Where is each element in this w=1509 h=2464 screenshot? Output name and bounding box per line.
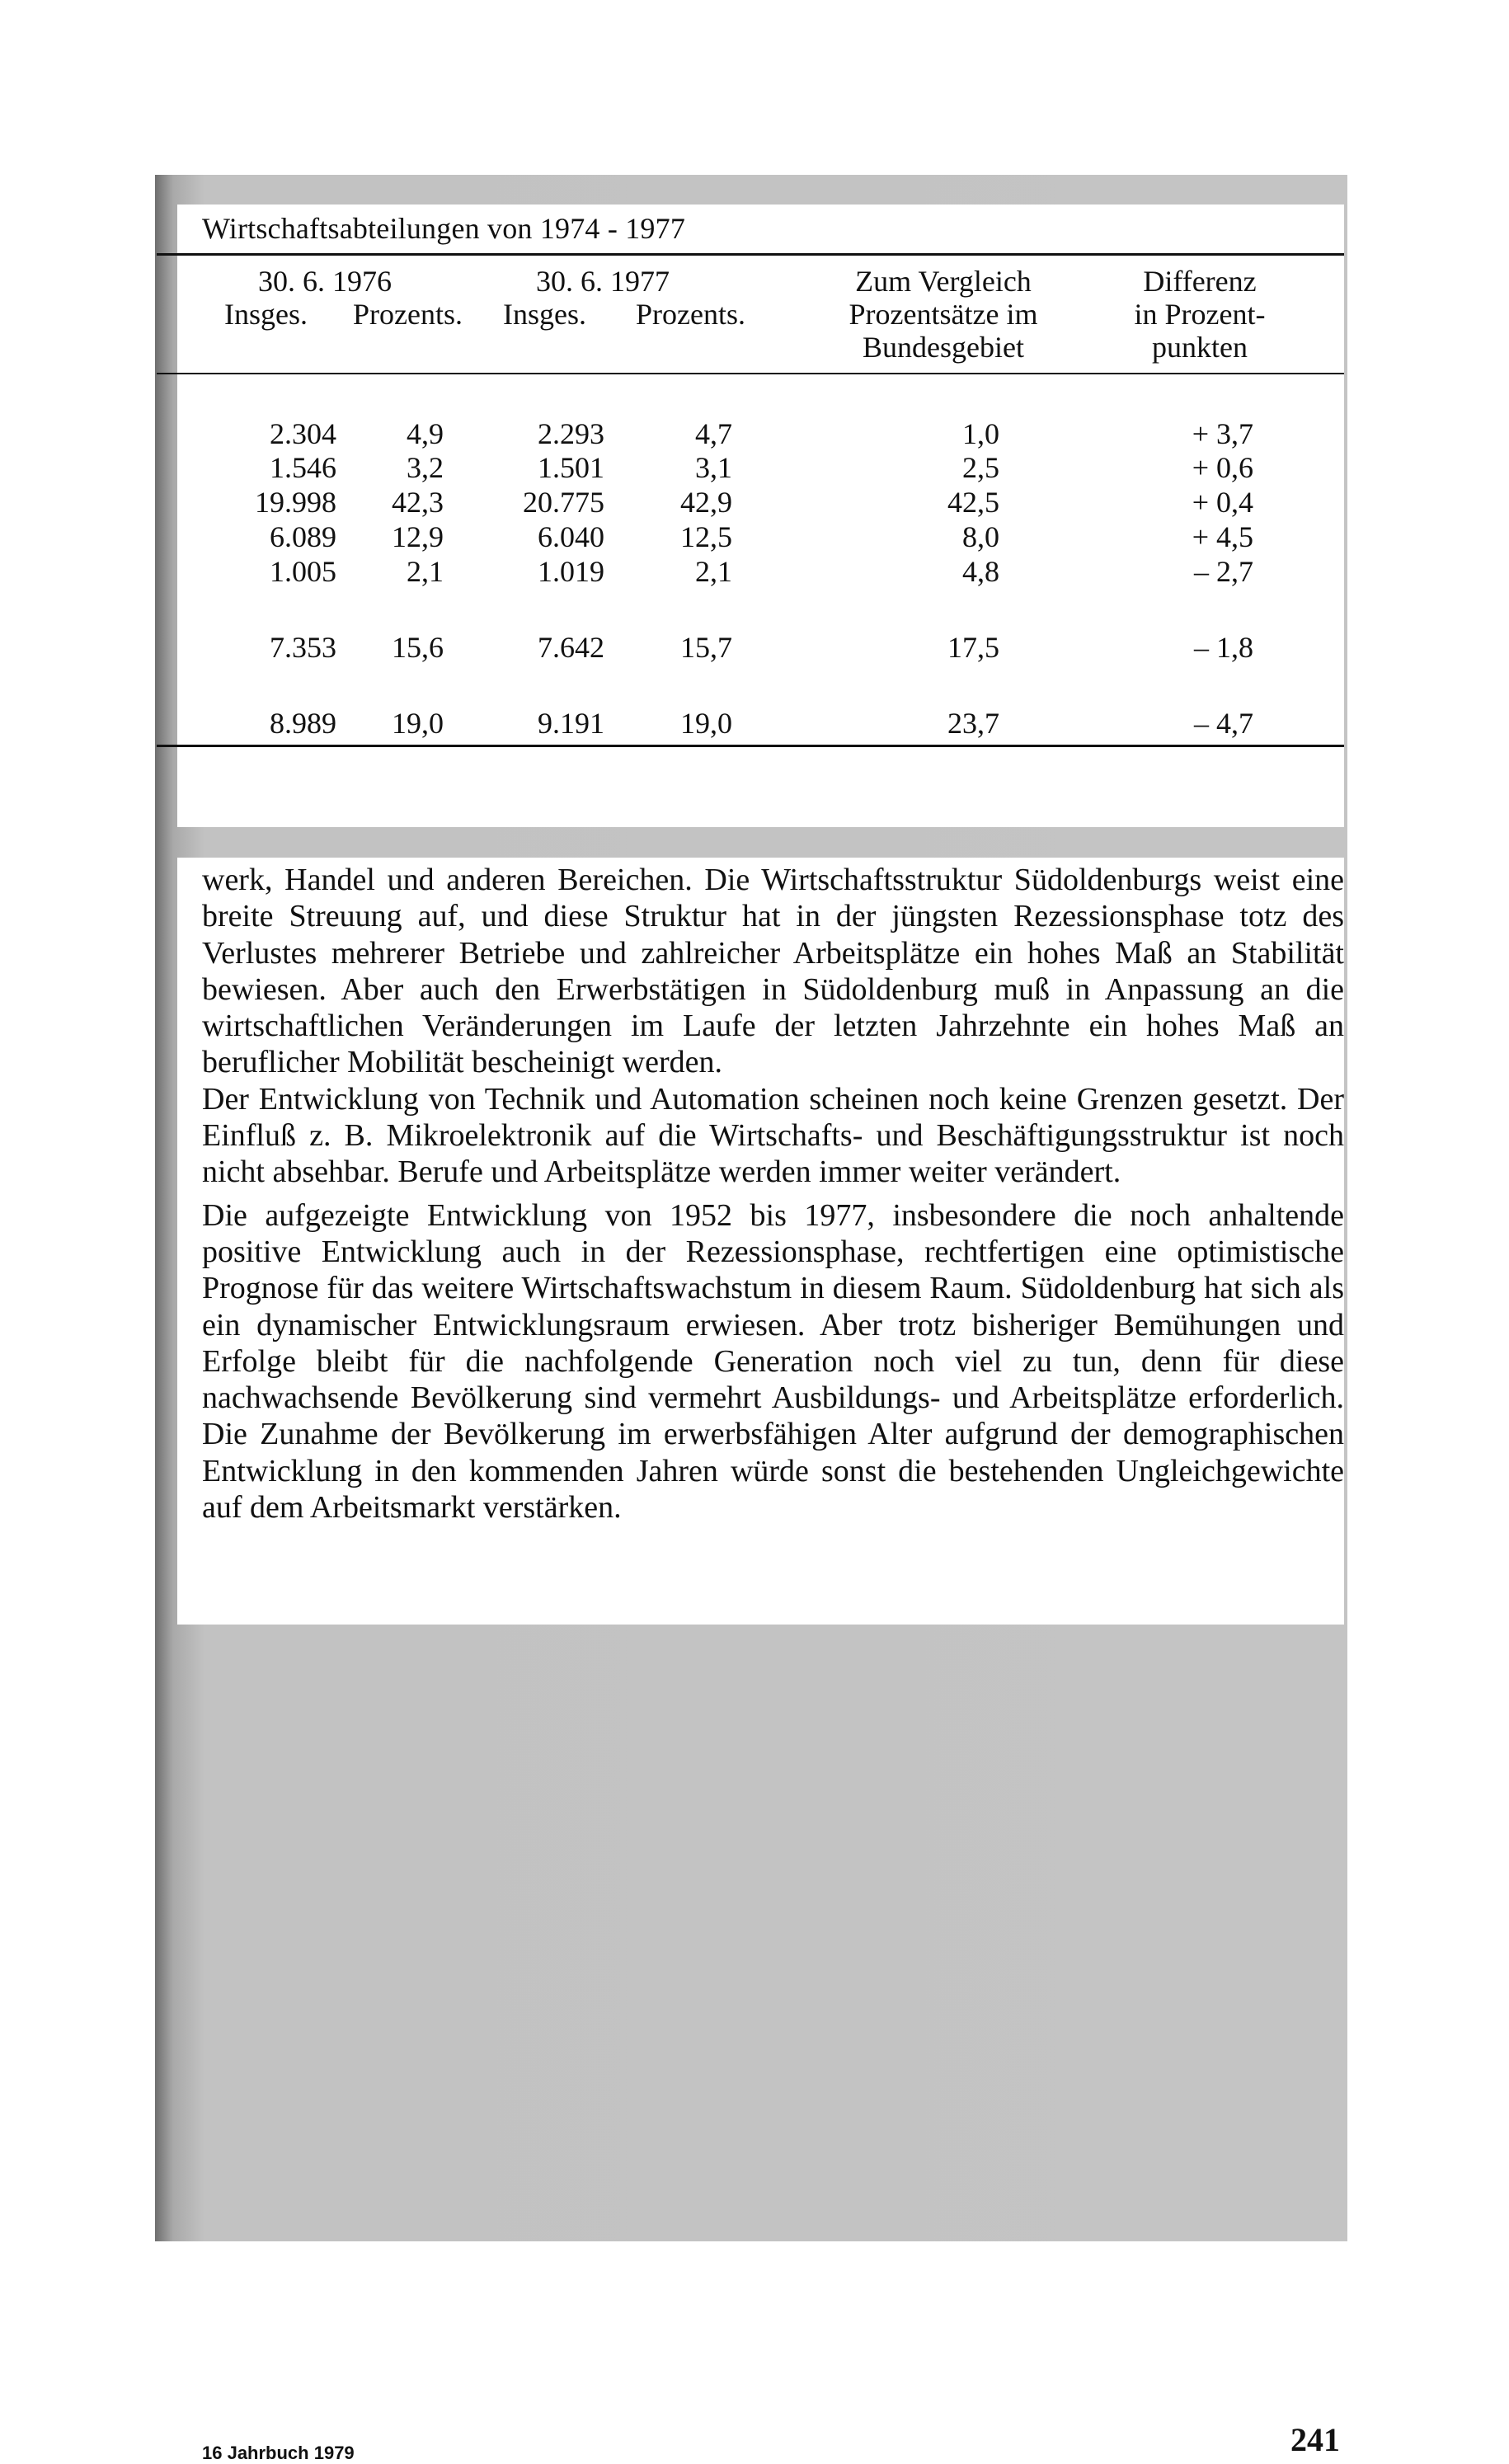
table-cell-insg76: 6.089 <box>270 520 336 553</box>
table-cell-insg77: 7.642 <box>538 631 604 664</box>
page-number: 241 <box>1290 2421 1340 2458</box>
table-cell-bund: 4,8 <box>962 555 999 588</box>
table-cell-insg77: 9.191 <box>538 707 604 740</box>
footer-journal: 16 Jahrbuch 1979 <box>202 2443 355 2463</box>
table-cell-bund: 42,5 <box>947 486 999 519</box>
table-cell-proz77: 3,1 <box>695 451 732 484</box>
header-vergleich-1: Zum Vergleich <box>855 265 1032 298</box>
table-cell-insg76: 8.989 <box>270 707 336 740</box>
table-bottom-rule <box>157 745 1344 747</box>
table-title: Wirtschaftsabteilungen von 1974 - 1977 <box>202 212 686 245</box>
table-header-rule <box>157 373 1344 374</box>
body-text <box>202 862 1344 1526</box>
table-cell-proz76: 19,0 <box>392 707 444 740</box>
table-cell-insg76: 7.353 <box>270 631 336 664</box>
paragraph-1: werk, Handel und anderen Bereichen. Die Wirtschaftsstruktur Südoldenburgs weist eine breite Streuung auf, und diese Struktur hat in der jüngsten Rezessionsphase totz des Verlustes mehrerer Betriebe und zahlreicher Arbeitsplätze ein hohes Maß an Stabilität bewiesen. Aber auch den Erwerbstätigen in Südoldenburg muß in Anpassung an die wirtschaftlichen Veränderungen im Laufe der letzten Jahrzehnte ein hohes Maß an beruflicher Mobilität bescheinigt werden. <box>202 863 1344 1080</box>
table-cell-insg77: 6.040 <box>538 520 604 553</box>
table-cell-insg77: 20.775 <box>523 486 604 519</box>
header-prozents-1976: Prozents. <box>353 298 463 331</box>
table-cell-bund: 2,5 <box>962 451 999 484</box>
table-cell-proz77: 15,7 <box>680 631 732 664</box>
table-cell-proz76: 3,2 <box>407 451 444 484</box>
table-cell-proz76: 2,1 <box>407 555 444 588</box>
table-cell-proz77: 2,1 <box>695 555 732 588</box>
header-vergleich-3: Bundesgebiet <box>863 331 1024 364</box>
table-cell-diff: + 0,4 <box>1192 486 1253 519</box>
table-cell-proz76: 12,9 <box>392 520 444 553</box>
table-cell-proz77: 12,5 <box>680 520 732 553</box>
table-cell-diff: – 2,7 <box>1194 555 1253 588</box>
table-cell-proz76: 4,9 <box>407 417 444 450</box>
header-date-1976: 30. 6. 1976 <box>258 265 392 298</box>
table-cell-insg76: 1.546 <box>270 451 336 484</box>
header-insges-1976: Insges. <box>224 298 308 331</box>
header-date-1977: 30. 6. 1977 <box>536 265 670 298</box>
table-cell-diff: – 1,8 <box>1194 631 1253 664</box>
header-insges-1977: Insges. <box>503 298 586 331</box>
table-cell-diff: + 4,5 <box>1192 520 1253 553</box>
table-cell-insg77: 1.501 <box>538 451 604 484</box>
table-cell-diff: – 4,7 <box>1194 707 1253 740</box>
table-cell-proz76: 42,3 <box>392 486 444 519</box>
table-cell-proz77: 19,0 <box>680 707 732 740</box>
table-cell-diff: + 3,7 <box>1192 417 1253 450</box>
header-differenz-1: Differenz <box>1143 265 1257 298</box>
table-cell-bund: 8,0 <box>962 520 999 553</box>
table-cell-insg77: 1.019 <box>538 555 604 588</box>
table-cell-proz77: 4,7 <box>695 417 732 450</box>
paragraph-2: Der Entwicklung von Technik und Automation scheinen noch keine Grenzen gesetzt. Der Einfluß z. B. Mikroelektronik auf die Wirtschafts- und Beschäftigungsstruktur ist noch nicht absehbar. Berufe und Arbeitsplätze werden immer weiter verändert. <box>202 1081 1344 1190</box>
table-cell-insg76: 2.304 <box>270 417 336 450</box>
paragraph-3: Die aufgezeigte Entwicklung von 1952 bis 1977, insbesondere die noch anhaltende positive Entwicklung auch in der Rezessionsphase, rechtfertigen eine optimistische Prognose für das weitere Wirtschaftswachstum in diesem Raum. Südoldenburg hat sich als ein dynamischer Entwicklungsraum erwiesen. Aber trotz bisheriger Bemühungen und Erfolge bleibt für die nachfolgende Generation noch viel zu tun, denn für diese nachwachsende Bevölkerung sind vermehrt Ausbildungs- und Arbeitsplätze erforderlich. Die Zunahme der Bevölkerung im erwerbsfähigen Alter aufgrund der demographischen Entwicklung in den kommenden Jahren würde sonst die bestehenden Ungleichgewichte auf dem Arbeitsmarkt verstärken. <box>202 1197 1344 1526</box>
table-cell-insg76: 19.998 <box>255 486 336 519</box>
header-vergleich-2: Prozentsätze im <box>849 298 1038 331</box>
table-cell-bund: 23,7 <box>947 707 999 740</box>
table-cell-insg76: 1.005 <box>270 555 336 588</box>
header-differenz-2: in Prozent- <box>1134 298 1266 331</box>
header-differenz-3: punkten <box>1152 331 1248 364</box>
table-cell-insg77: 2.293 <box>538 417 604 450</box>
table-cell-bund: 17,5 <box>947 631 999 664</box>
table-cell-diff: + 0,6 <box>1192 451 1253 484</box>
table-cell-proz77: 42,9 <box>680 486 732 519</box>
header-prozents-1977: Prozents. <box>636 298 745 331</box>
table-cell-bund: 1,0 <box>962 417 999 450</box>
table-top-rule <box>157 253 1344 256</box>
table-cell-proz76: 15,6 <box>392 631 444 664</box>
